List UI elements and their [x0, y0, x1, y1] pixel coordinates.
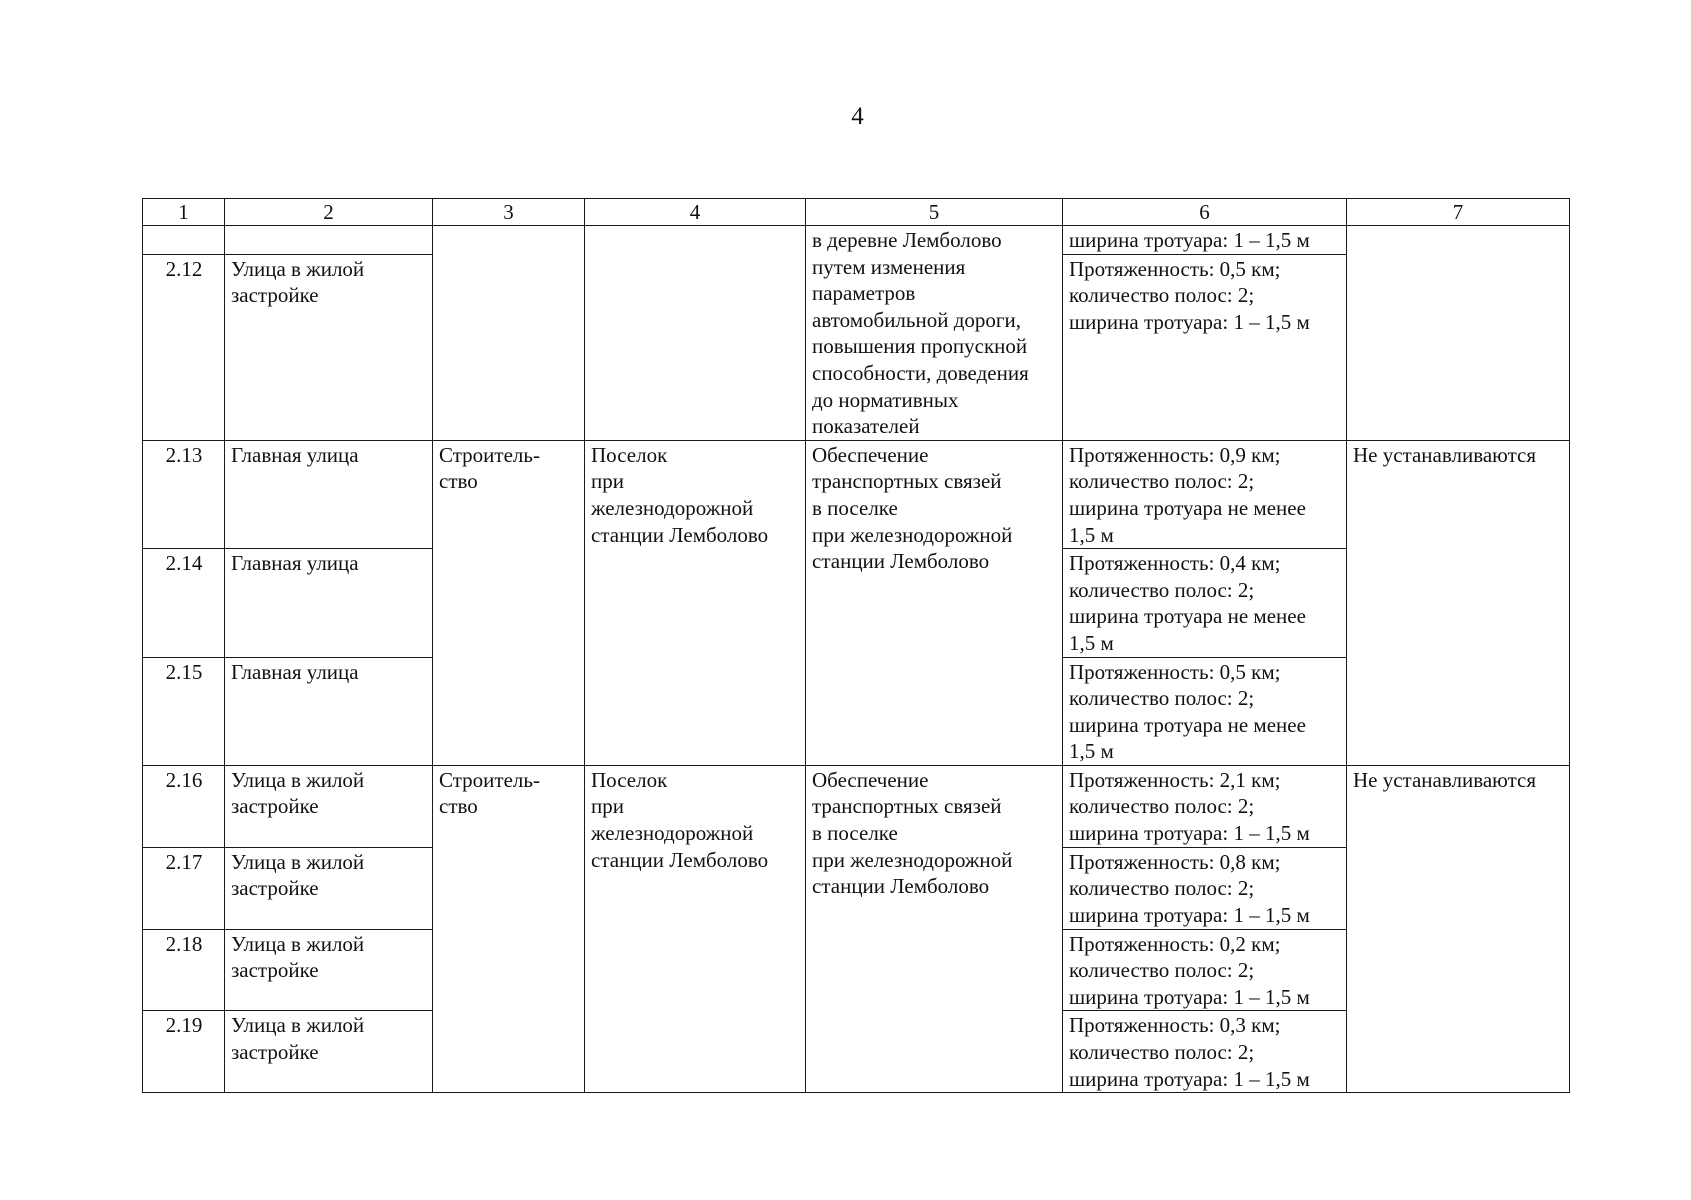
name-cell: Улица в жилой застройке: [225, 765, 433, 847]
zones-cell: Не устанавливаются: [1347, 440, 1570, 765]
parameters-cell: Протяженность: 2,1 км; количество полос: 2; ширина тротуара: 1 – 1,5 м: [1063, 765, 1347, 847]
name-cell: Улица в жилой застройке: [225, 847, 433, 929]
column-header: 5: [806, 199, 1063, 226]
location-cell: [585, 226, 806, 441]
column-header: 2: [225, 199, 433, 226]
number-cell: 2.17: [143, 847, 225, 929]
parameters-cell: Протяженность: 0,5 км; количество полос: 2; ширина тротуара не менее 1,5 м: [1063, 657, 1347, 765]
number-cell: [143, 226, 225, 255]
number-cell: 2.16: [143, 765, 225, 847]
table-row: [143, 226, 1570, 255]
zones-cell: Не устанавливаются: [1347, 765, 1570, 1093]
location-cell: Поселок при железнодорожной станции Лемболово: [585, 765, 806, 1093]
parameters-cell: Протяженность: 0,2 км; количество полос: 2; ширина тротуара: 1 – 1,5 м: [1063, 929, 1347, 1011]
name-cell: Главная улица: [225, 657, 433, 765]
purpose-cell: в деревне Лемболово путем изменения параметров автомобильной дороги, повышения пропускной способности, доведения до нормативных показателей: [806, 226, 1063, 441]
type-cell: Строитель- ство: [433, 440, 585, 765]
number-cell: 2.19: [143, 1011, 225, 1093]
planning-table: [142, 198, 1570, 1093]
table-row: [143, 440, 1570, 548]
name-cell: Улица в жилой застройке: [225, 254, 433, 440]
column-header: 6: [1063, 199, 1347, 226]
parameters-cell: Протяженность: 0,4 км; количество полос: 2; ширина тротуара не менее 1,5 м: [1063, 549, 1347, 657]
column-header: 3: [433, 199, 585, 226]
location-cell: Поселок при железнодорожной станции Лемболово: [585, 440, 806, 765]
table-row: [143, 765, 1570, 847]
parameters-cell: Протяженность: 0,9 км; количество полос: 2; ширина тротуара не менее 1,5 м: [1063, 440, 1347, 548]
column-header: 7: [1347, 199, 1570, 226]
name-cell: [225, 226, 433, 255]
number-cell: 2.15: [143, 657, 225, 765]
number-cell: 2.12: [143, 254, 225, 440]
column-header: 1: [143, 199, 225, 226]
parameters-cell: Протяженность: 0,3 км; количество полос: 2; ширина тротуара: 1 – 1,5 м: [1063, 1011, 1347, 1093]
page-number: 4: [851, 103, 864, 130]
column-header: 4: [585, 199, 806, 226]
type-cell: [433, 226, 585, 441]
purpose-cell: Обеспечение транспортных связей в поселке при железнодорожной станции Лемболово: [806, 765, 1063, 1093]
type-cell: Строитель- ство: [433, 765, 585, 1093]
name-cell: Главная улица: [225, 440, 433, 548]
parameters-cell: Протяженность: 0,5 км; количество полос: 2; ширина тротуара: 1 – 1,5 м: [1063, 254, 1347, 440]
name-cell: Главная улица: [225, 549, 433, 657]
purpose-cell: Обеспечение транспортных связей в поселке при железнодорожной станции Лемболово: [806, 440, 1063, 765]
number-cell: 2.18: [143, 929, 225, 1011]
parameters-cell: Протяженность: 0,8 км; количество полос: 2; ширина тротуара: 1 – 1,5 м: [1063, 847, 1347, 929]
parameters-cell: ширина тротуара: 1 – 1,5 м: [1063, 226, 1347, 255]
name-cell: Улица в жилой застройке: [225, 1011, 433, 1093]
name-cell: Улица в жилой застройке: [225, 929, 433, 1011]
zones-cell: [1347, 226, 1570, 441]
number-cell: 2.14: [143, 549, 225, 657]
number-cell: 2.13: [143, 440, 225, 548]
table-header-row: [143, 199, 1570, 226]
